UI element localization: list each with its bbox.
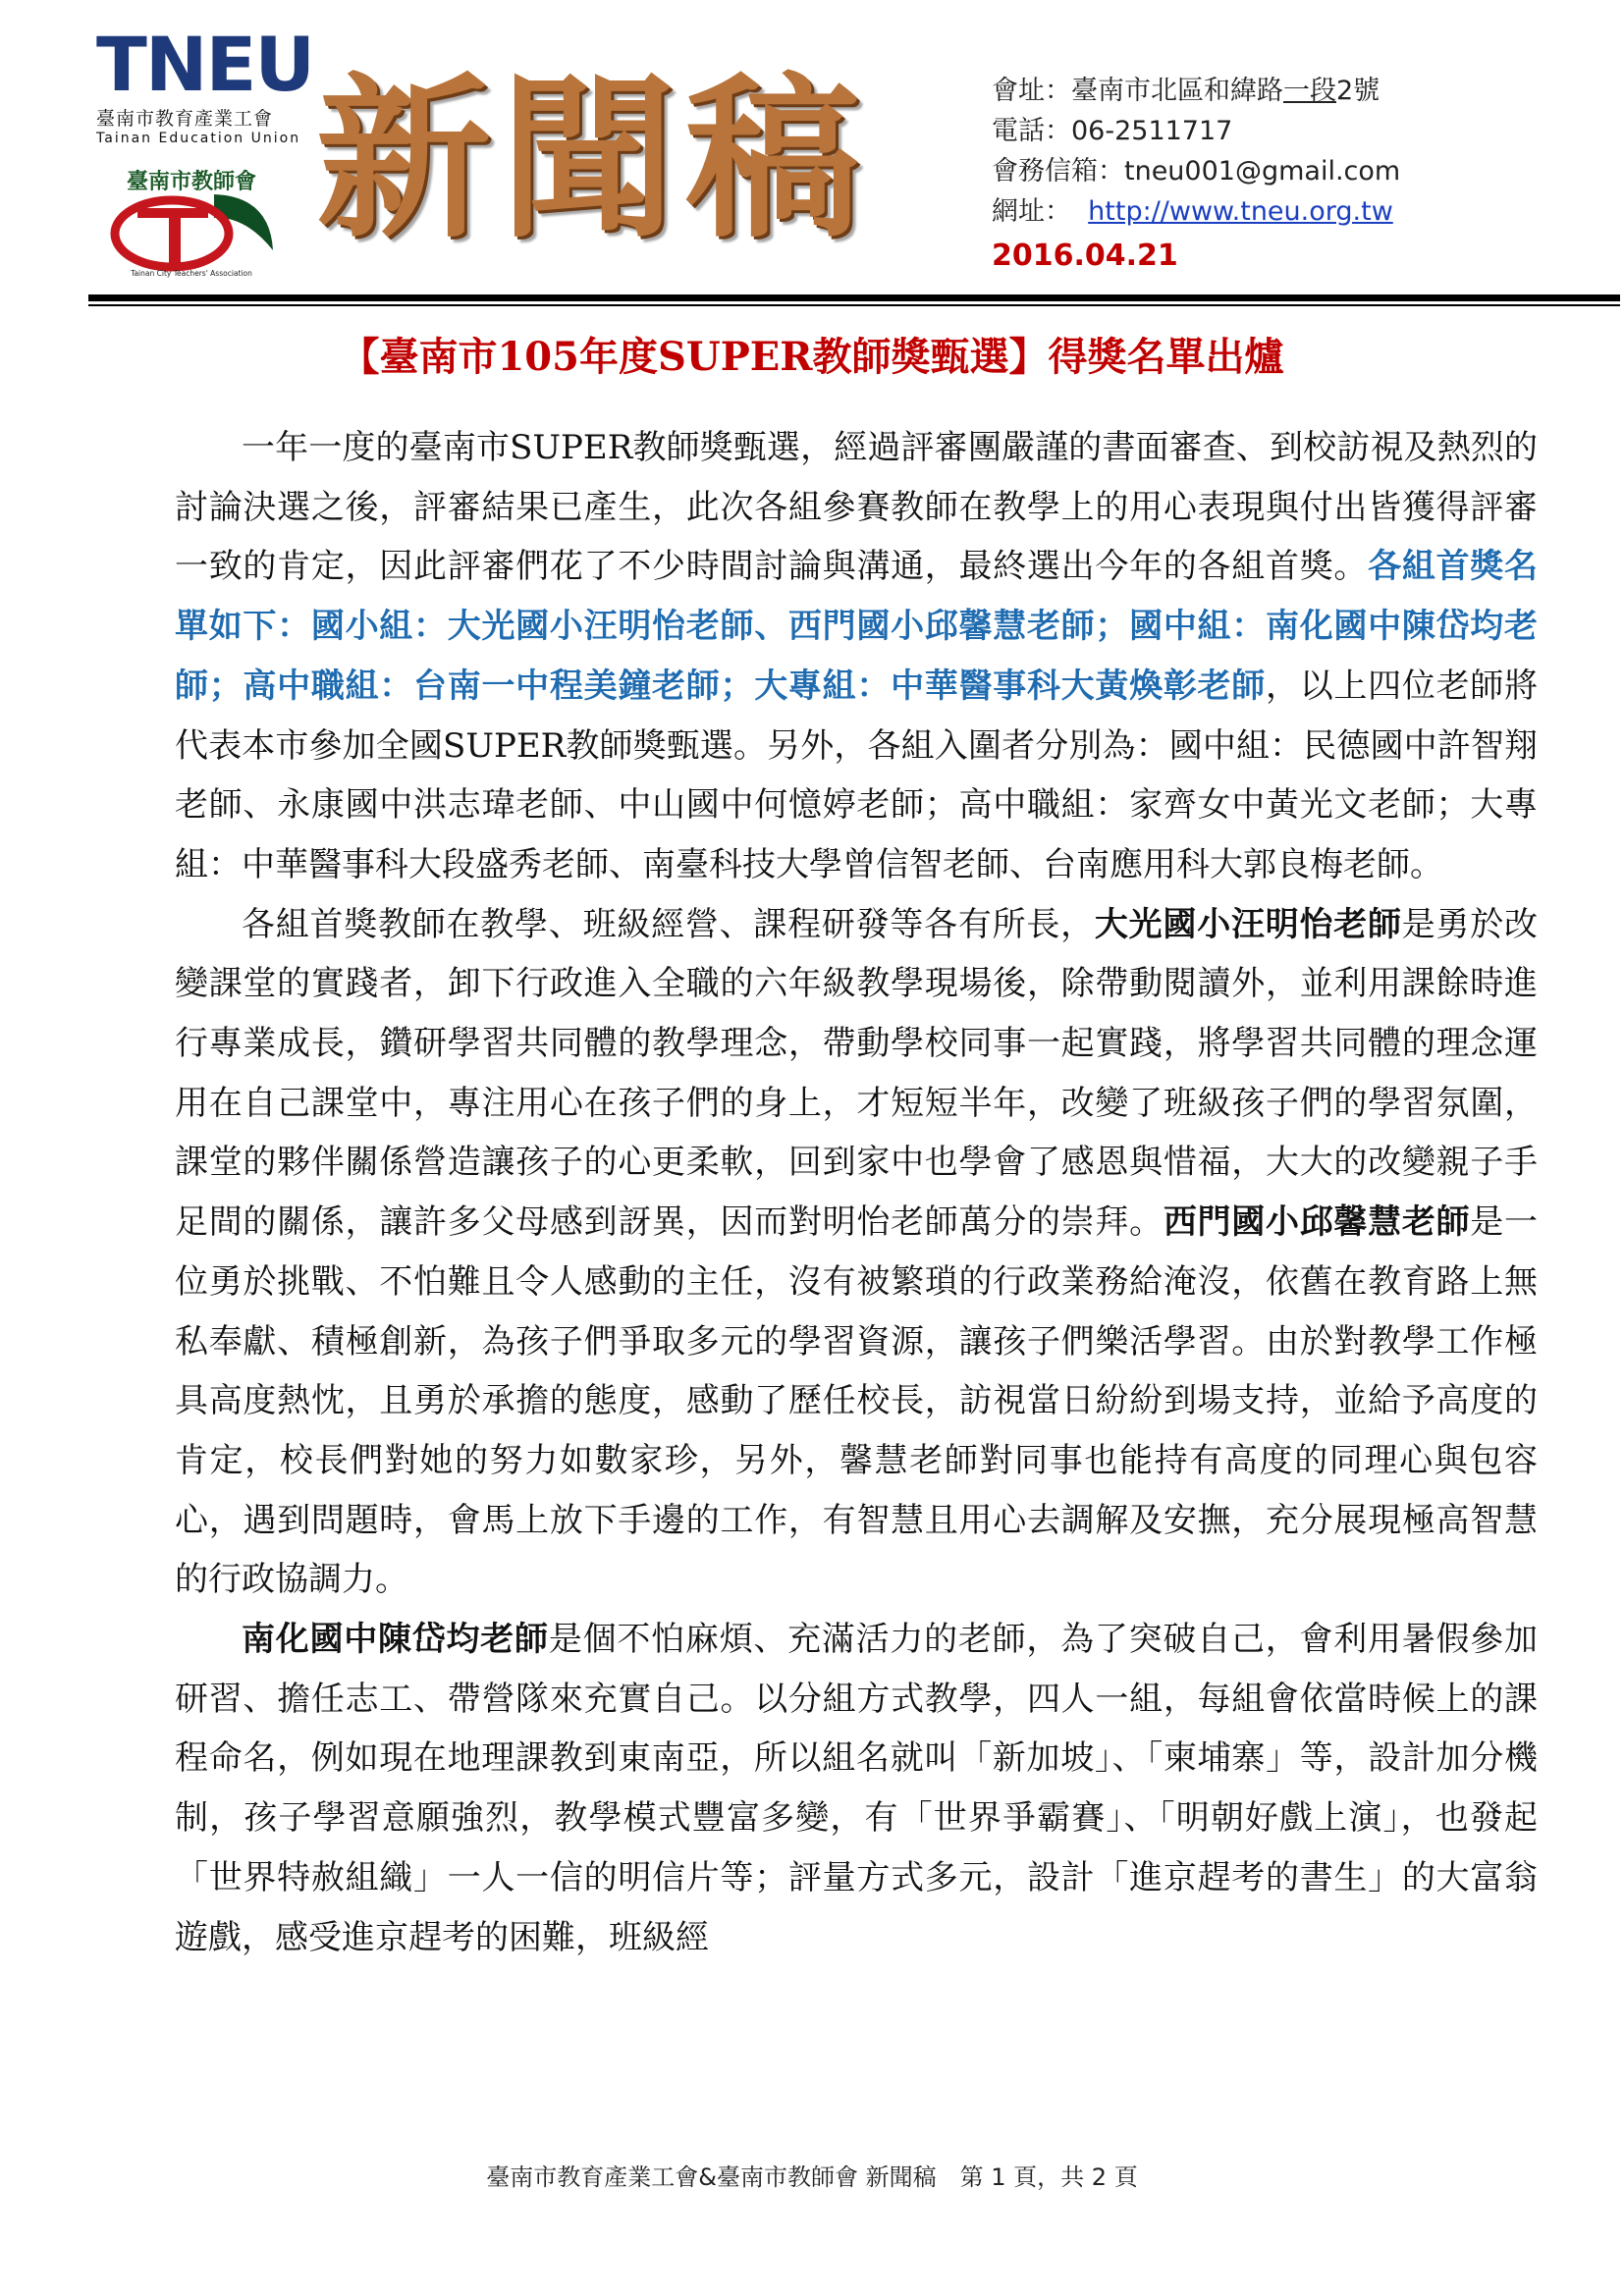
- tneu-logo-english-name: Tainan Education Union: [96, 131, 301, 146]
- header-divider-thick: [88, 294, 1620, 301]
- winners-list: 各組首獎名單如下：國小組：大光國小汪明怡老師、西門國小邱馨慧老師；國中組：南化國中陳岱均老師；高中職組：台南一中程美鐘老師；大專組：中華醫事科大黃煥彰老師: [175, 547, 1539, 706]
- paragraph-elementary-winners: 各組首獎教師在教學、班級經營、課程研發等各有所長，大光國小汪明怡老師是勇於改變課堂的實踐者，卸下行政進入全職的六年級教學現場後，除帶動閱讀外，並利用課餘時進行專業成長，鑽研學習共同體的教學理念，帶動學校同事一起實踐，將學習共同體的理念運用在自己課堂中，專注用心在孩子們的身上，才短短半年，改變了班級孩子們的學習氛圍，課堂的夥伴關係營造讓孩子的心更柔軟，回到家中也學會了感恩與惜福，大大的改變親子手足間的關係，讓許多父母感到訝異，因而對明怡老師萬分的崇拜。西門國小邱馨慧老師是一位勇於挑戰、不怕難且令人感動的主任，沒有被繁瑣的行政業務給淹沒，依舊在教育路上無私奉獻、積極創新，為孩子們爭取多元的學習資源，讓孩子們樂活學習。由於對教學工作極具高度熱忱，且勇於承擔的態度，感動了歷任校長，訪視當日紛紛到場支持，並給予高度的肯定，校長們對她的努力如數家珍，另外，馨慧老師對同事也能持有高度的同理心與包容心，遇到問題時，會馬上放下手邊的工作，有智慧且用心去調解及安撫，充分展現極高智慧的行政協調力。: [175, 904, 1539, 1600]
- winner-name: 西門國小邱馨慧老師: [1163, 1202, 1471, 1243]
- masthead-title: 新聞稿: [316, 56, 870, 261]
- paragraph-winners: 一年一度的臺南市SUPER教師獎甄選，經過評審團嚴謹的書面審查、到校訪視及熱烈的討論決選之後，評審結果已產生，此次各組參賽教師在教學上的用心表現與付出皆獲得評審一致的肯定，因此評審們花了不少時間討論與溝通，最終選出今年的各組首獎。各組首獎名單如下：國小組：大光國小汪明怡老師、西門國小邱馨慧老師；國中組：南化國中陳岱均老師；高中職組：台南一中程美鐘老師；大專組：中華醫事科大黃煥彰老師，以上四位老師將代表本市參加全國SUPER教師獎甄選。另外，各組入圍者分別為：國中組：民德國中許智翔老師、永康國中洪志瑋老師、中山國中何憶婷老師；高中職組：家齊女中黃光文老師；大專組：中華醫事科大段盛秀老師、南臺科技大學曾信智老師、台南應用科大郭良梅老師。: [175, 428, 1539, 884]
- tneu-logo-word: TNEU: [96, 21, 314, 108]
- winner-name: 南化國中陳岱均老師: [242, 1620, 549, 1660]
- email-line: 會務信箱：tneu001@gmail.com: [992, 156, 1401, 187]
- letterhead: [0, 0, 1624, 304]
- contact-block: [992, 71, 1600, 276]
- article-headline: 【臺南市105年度SUPER教師獎甄選】得獎名單出爐: [340, 334, 1284, 380]
- paragraph-junior-high-winner: 南化國中陳岱均老師是個不怕麻煩、充滿活力的老師，為了突破自己，會利用暑假參加研習、擔任志工、帶營隊來充實自己。以分組方式教學，四人一組，每組會依當時候上的課程命名，例如現在地理課教到東南亞，所以組名就叫「新加坡」、「柬埔寨」等，設計加分機制，孩子學習意願強烈，教學模式豐富多變，有「世界爭霸賽」、「明朝好戲上演」，也發起「世界特赦組織」一人一信的明信片等；評量方式多元，設計「進京趕考的書生」的大富翁遊戲，感受進京趕考的困難，班級經: [175, 1620, 1538, 1957]
- release-date: 2016.04.21: [992, 239, 1178, 273]
- phone-line: 電話：06-2511717: [992, 116, 1233, 146]
- winner-name: 大光國小汪明怡老師: [1094, 904, 1402, 944]
- teachers-association-seal-icon: [98, 157, 285, 280]
- svg-text:臺南市教師會: 臺南市教師會: [126, 169, 257, 194]
- page-footer: 臺南市教育產業工會&臺南市教師會 新聞稿 第 1 頁，共 2 頁: [486, 2163, 1138, 2191]
- website-link[interactable]: http://www.tneu.org.tw: [1088, 196, 1393, 227]
- article-body: [175, 418, 1538, 1967]
- tneu-logo: [96, 21, 314, 146]
- tneu-logo-chinese-name: 臺南市教育產業工會: [96, 108, 274, 130]
- address-line: 會址：臺南市北區和緯路一段2號: [992, 76, 1380, 106]
- website-line: 網址： http://www.tneu.org.tw: [992, 196, 1393, 227]
- svg-text:Tainan City Teachers' Associat: Tainan City Teachers' Association: [131, 269, 252, 278]
- header-divider-thin: [88, 304, 1620, 306]
